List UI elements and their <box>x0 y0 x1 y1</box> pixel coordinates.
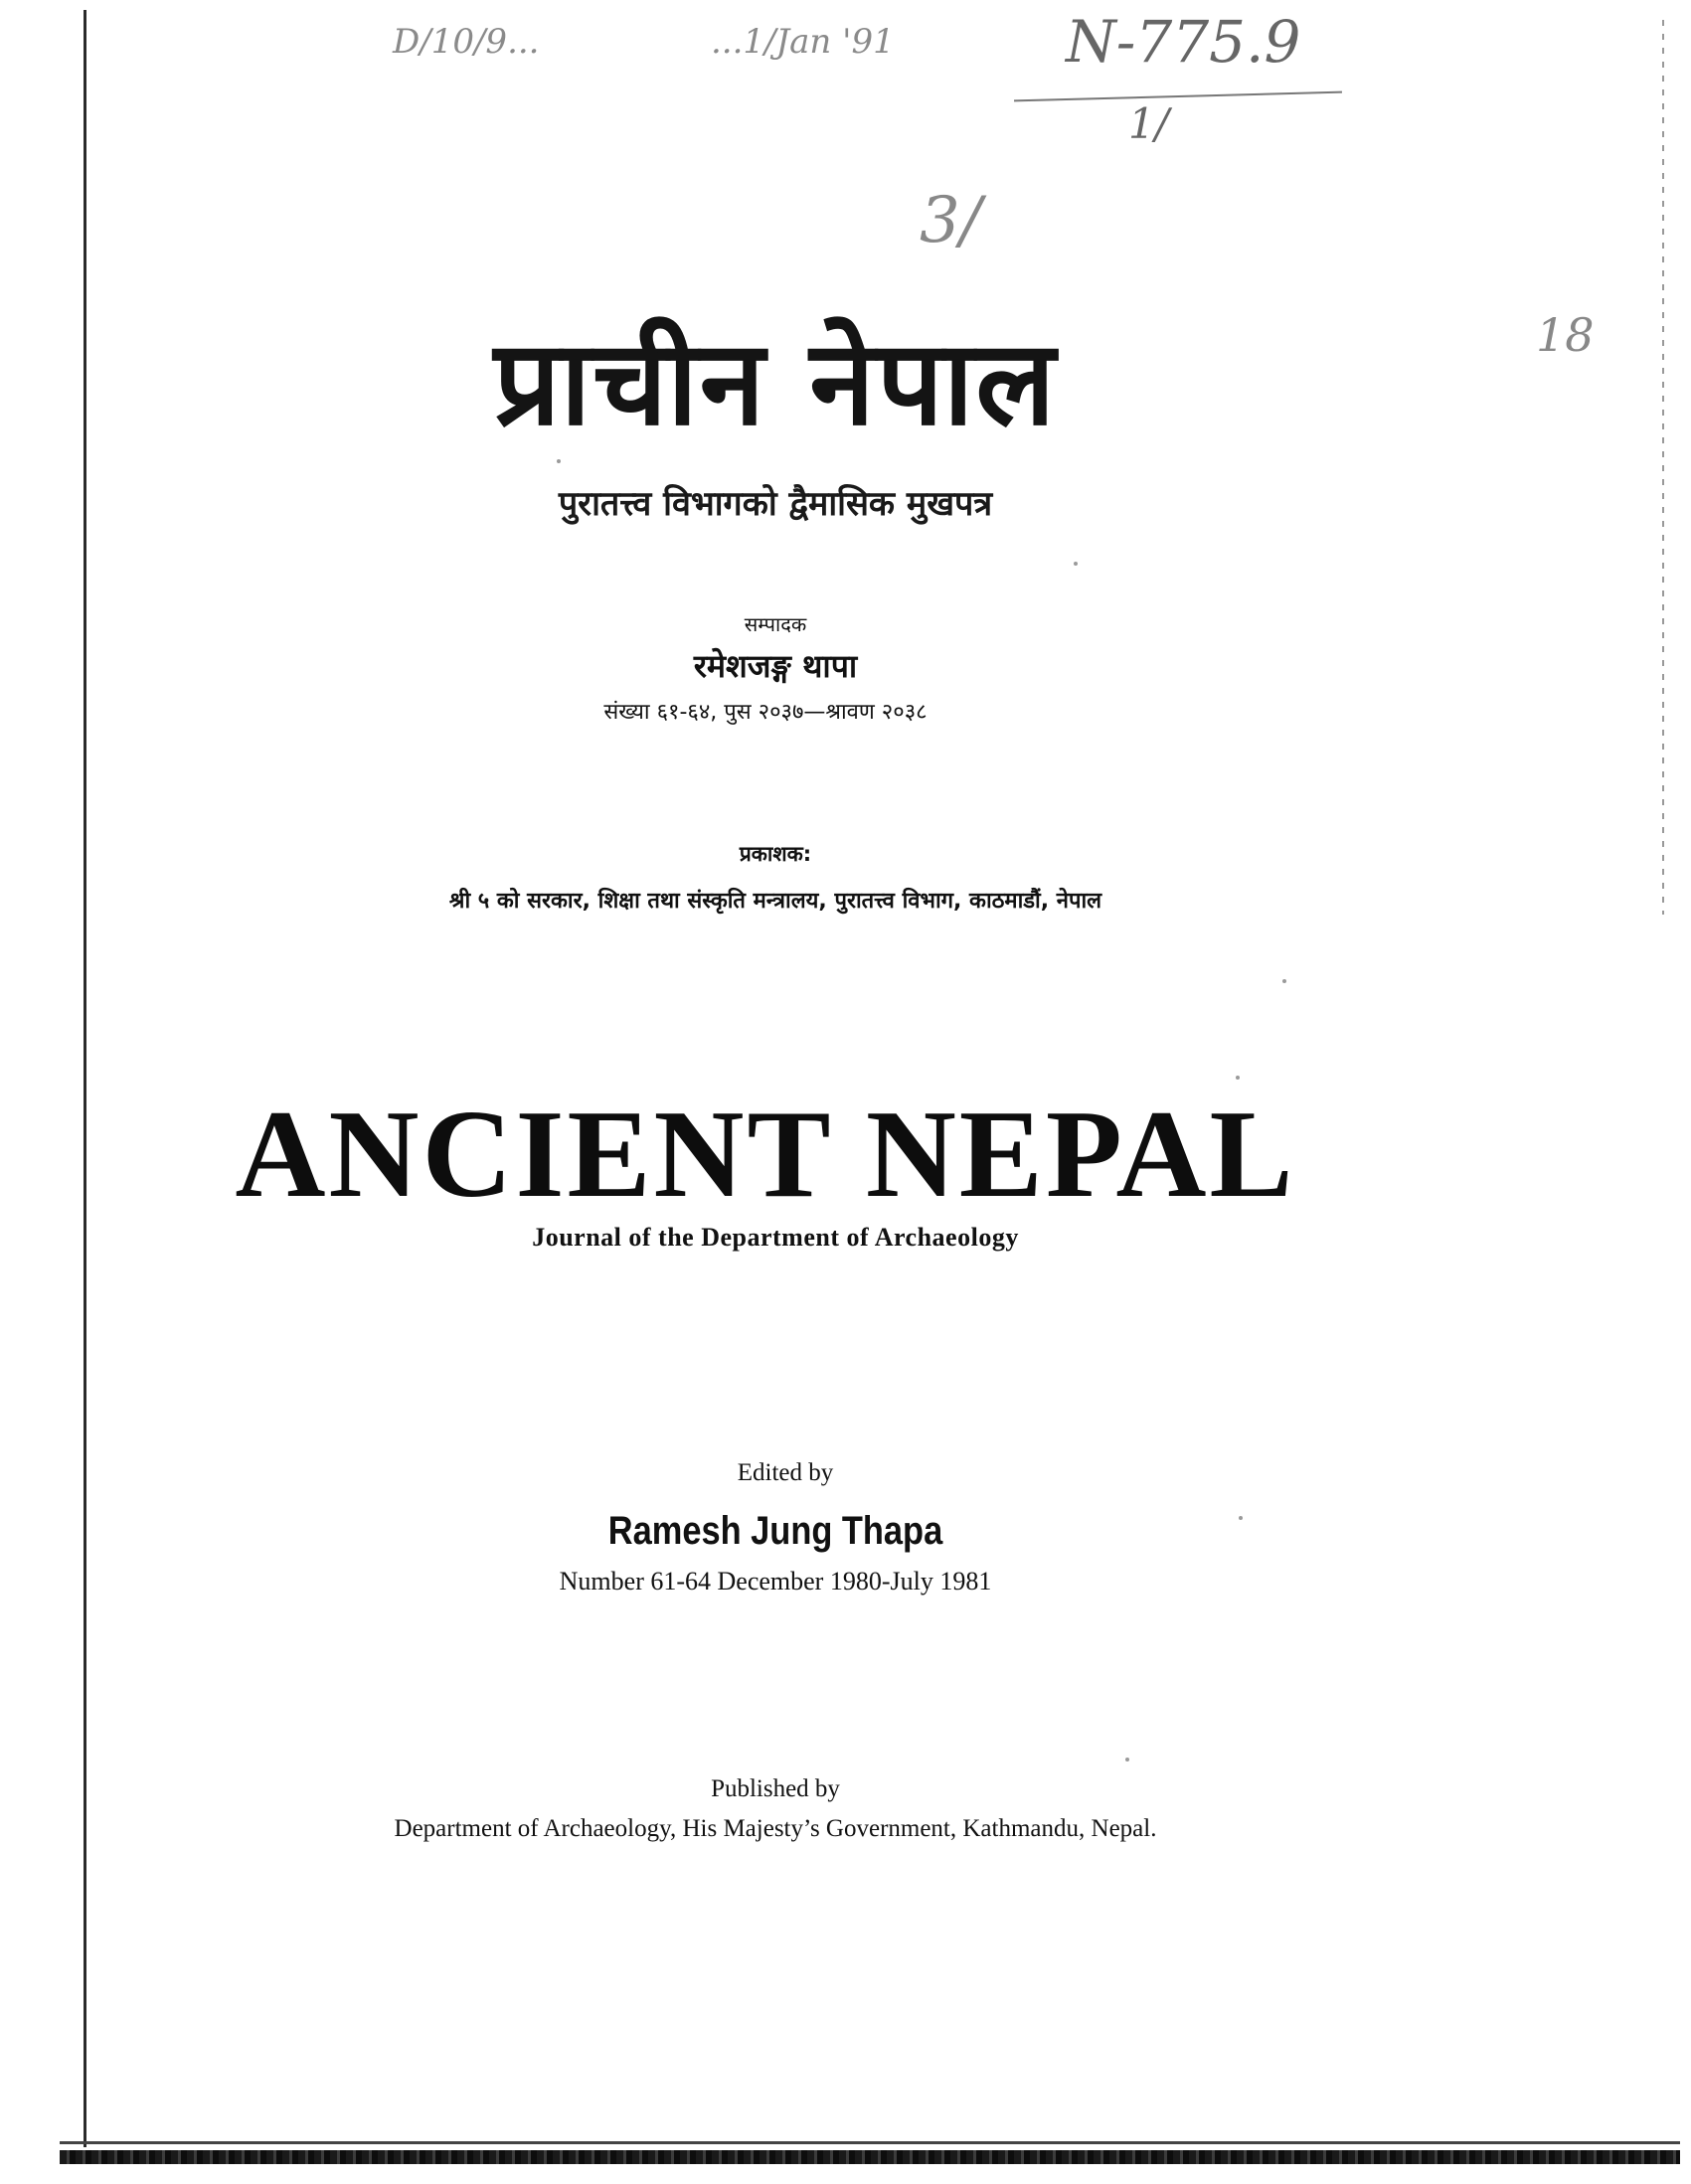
english-subtitle: Journal of the Department of Archaeology <box>532 1223 1019 1252</box>
english-editor-name: Ramesh Jung Thapa <box>607 1509 943 1553</box>
scan-speck <box>1236 1076 1240 1080</box>
handwritten-note-number: 3/ <box>920 184 982 257</box>
handwritten-page-number: 18 <box>1536 308 1595 362</box>
nepali-editor-label: सम्पादक <box>744 612 807 636</box>
scan-speck <box>1125 1758 1129 1762</box>
bottom-scan-rule <box>60 2141 1680 2144</box>
handwritten-accession-number: N-775.9 <box>1066 8 1301 76</box>
english-publisher-line: Department of Archaeology, His Majesty’s Government, Kathmandu, Nepal. <box>394 1815 1157 1842</box>
left-binding-rule <box>84 10 86 2147</box>
handwritten-note-received-date: ...1/Jan '91 <box>711 22 895 62</box>
nepali-publisher-line: श्री ५ को सरकार, शिक्षा तथा संस्कृति मन्त्रालय, पुरातत्त्व विभाग, काठमाडौं, नेपाल <box>448 889 1102 914</box>
english-edited-by-label: Edited by <box>737 1459 834 1486</box>
scan-speck <box>557 459 561 463</box>
nepali-issue-line: संख्या ६१-६४, पुस २०३७—श्रावण २०३८ <box>603 700 928 725</box>
nepali-publisher-label: प्रकाशक: <box>739 842 812 866</box>
handwritten-underline <box>1014 91 1342 102</box>
scan-speck <box>1282 979 1286 983</box>
bottom-scan-border <box>60 2150 1680 2164</box>
handwritten-note-fraction: 1/ <box>1128 99 1169 148</box>
english-published-by-label: Published by <box>711 1775 840 1802</box>
scan-speck <box>1239 1516 1243 1520</box>
nepali-subtitle: पुरातत्त्व विभागको द्वैमासिक मुखपत्र <box>558 484 993 524</box>
nepali-title: प्राचीन नेपाल <box>493 313 1058 451</box>
nepali-editor-name: रमेशजङ्ग थापा <box>693 647 858 685</box>
right-scan-edge <box>1662 20 1664 915</box>
english-issue-line: Number 61-64 December 1980-July 1981 <box>559 1567 992 1596</box>
handwritten-note-date-stamp: D/10/9... <box>393 22 540 62</box>
english-title: ANCIENT NEPAL <box>235 1086 1296 1224</box>
scan-speck <box>1074 562 1078 566</box>
